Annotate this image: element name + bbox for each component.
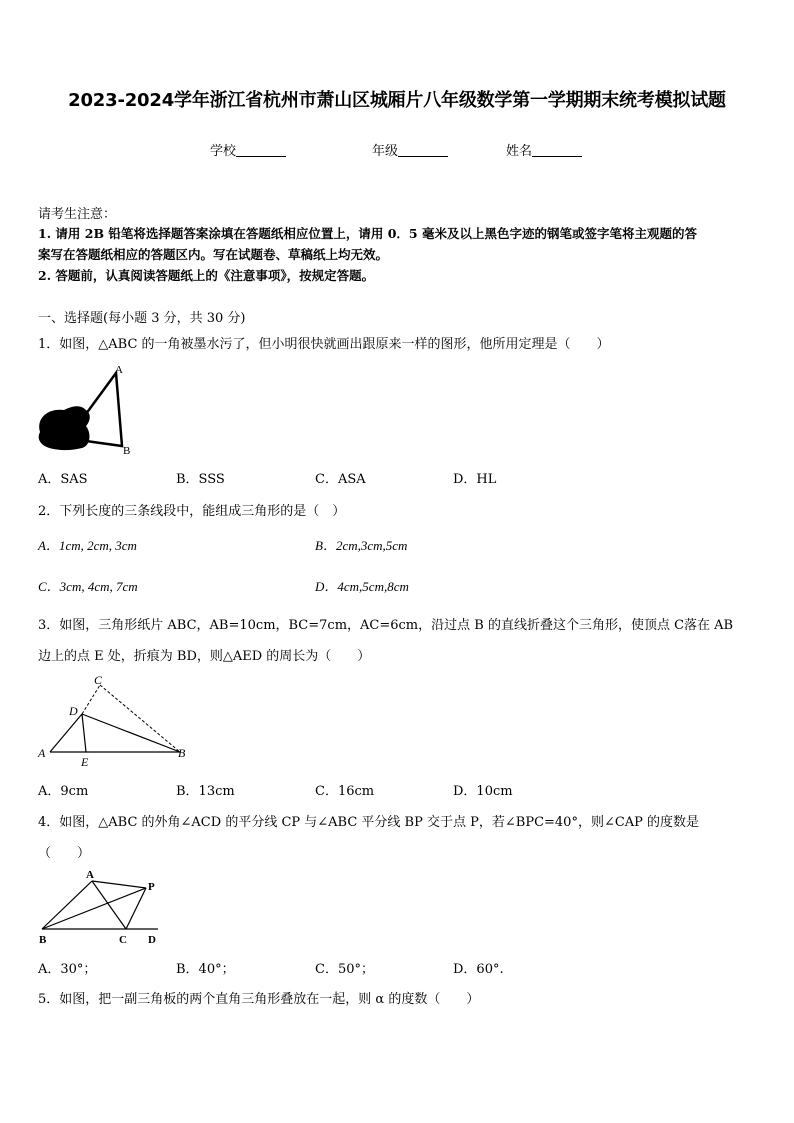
school-blank (236, 144, 286, 157)
question-2-option-c[interactable]: C．3cm, 4cm, 7cm (38, 579, 138, 594)
question-3-text-line-1: 3．如图，三角形纸片 ABC，AB=10cm，BC=7cm，AC=6cm，沿过点 B 的直线折叠这个三角形，使顶点 C落在 AB (38, 618, 734, 633)
segment-db-fold (82, 714, 180, 752)
label-e: E (81, 755, 89, 769)
notice-heading: 请考生注意： (38, 207, 117, 222)
question-3-figure (34, 672, 194, 772)
segment-ba (42, 881, 92, 929)
page-title: 2023-2024学年浙江省杭州市萧山区城厢片八年级数学第一学期期末统考模拟试题 (68, 90, 726, 111)
question-1-option-b[interactable]: B．SSS (176, 472, 225, 487)
question-1-option-d[interactable]: D．HL (453, 472, 497, 487)
label-d: D (148, 934, 156, 946)
segment-ac (92, 881, 126, 929)
question-4-option-d[interactable]: D．60°. (453, 962, 504, 977)
label-a: A (38, 746, 46, 760)
name-label: 姓名 (506, 144, 533, 159)
question-2-option-a[interactable]: A．1cm, 2cm, 3cm (38, 538, 137, 553)
question-1-figure (34, 360, 144, 460)
question-4-option-c[interactable]: C．50°； (315, 962, 374, 977)
label-p: P (148, 881, 155, 893)
question-4-text-line-1: 4．如图，△ABC 的外角∠ACD 的平分线 CP 与∠ABC 平分线 BP 交于点 P，若∠BPC=40°，则∠CAP 的度数是 (38, 815, 700, 830)
segment-de (82, 714, 86, 752)
question-3-option-d[interactable]: D．10cm (453, 784, 513, 799)
question-1-option-c[interactable]: C．ASA (315, 472, 366, 487)
segment-cb-dashed (100, 685, 180, 752)
question-4-figure (34, 866, 174, 952)
segment-dc-dashed (82, 685, 100, 714)
question-3-text-line-2: 边上的点 E 处，折痕为 BD，则△AED 的周长为（ ） (38, 649, 371, 664)
question-3-option-c[interactable]: C．16cm (315, 784, 375, 799)
question-4-text-line-2: （ ） (38, 846, 91, 861)
question-2-option-d[interactable]: D．4cm,5cm,8cm (315, 579, 409, 594)
ink-blot (39, 406, 90, 450)
section-heading: 一、选择题(每小题 3 分，共 30 分) (38, 311, 246, 326)
segment-bp (42, 888, 146, 929)
question-4-option-a[interactable]: A．30°； (38, 962, 97, 977)
question-1-text: 1．如图，△ABC 的一角被墨水污了，但小明很快就画出跟原来一样的图形，他所用定理是（ ） (38, 337, 610, 352)
school-field (210, 140, 286, 159)
label-d: D (69, 704, 78, 718)
question-3-option-a[interactable]: A．9cm (38, 784, 89, 799)
question-3-option-b[interactable]: B．13cm (176, 784, 235, 799)
question-1-option-a[interactable]: A．SAS (38, 472, 88, 487)
segment-ap (92, 881, 146, 888)
label-b: B (39, 934, 47, 946)
grade-field (372, 140, 448, 159)
notice-item-1-line-2: 案写在答题纸相应的答题区内。写在试题卷、草稿纸上均无效。 (38, 247, 389, 262)
grade-blank (398, 144, 448, 157)
name-field (506, 140, 582, 159)
school-label: 学校 (210, 144, 237, 159)
name-blank (532, 144, 582, 157)
notice-item-2: 2. 答题前，认真阅读答题纸上的《注意事项》，按规定答题。 (38, 268, 375, 283)
notice-item-1-line-1: 1. 请用 2B 铅笔将选择题答案涂填在答题纸相应位置上，请用 0．5 毫米及以上黑色字迹的钢笔或签字笔将主观题的答 (38, 226, 697, 241)
label-a: A (115, 364, 123, 376)
question-2-text: 2．下列长度的三条线段中，能组成三角形的是（ ） (38, 504, 346, 519)
question-4-option-b[interactable]: B．40°； (176, 962, 235, 977)
label-c: C (94, 673, 103, 687)
question-5-text: 5．如图，把一副三角板的两个直角三角形叠放在一起，则 α 的度数（ ） (38, 992, 480, 1007)
label-b: B (123, 445, 131, 457)
label-b: B (178, 746, 186, 760)
label-c: C (119, 934, 127, 946)
question-2-option-b[interactable]: B．2cm,3cm,5cm (315, 538, 408, 553)
label-a: A (86, 869, 94, 881)
grade-label: 年级 (372, 144, 399, 159)
segment-ad (50, 714, 82, 752)
